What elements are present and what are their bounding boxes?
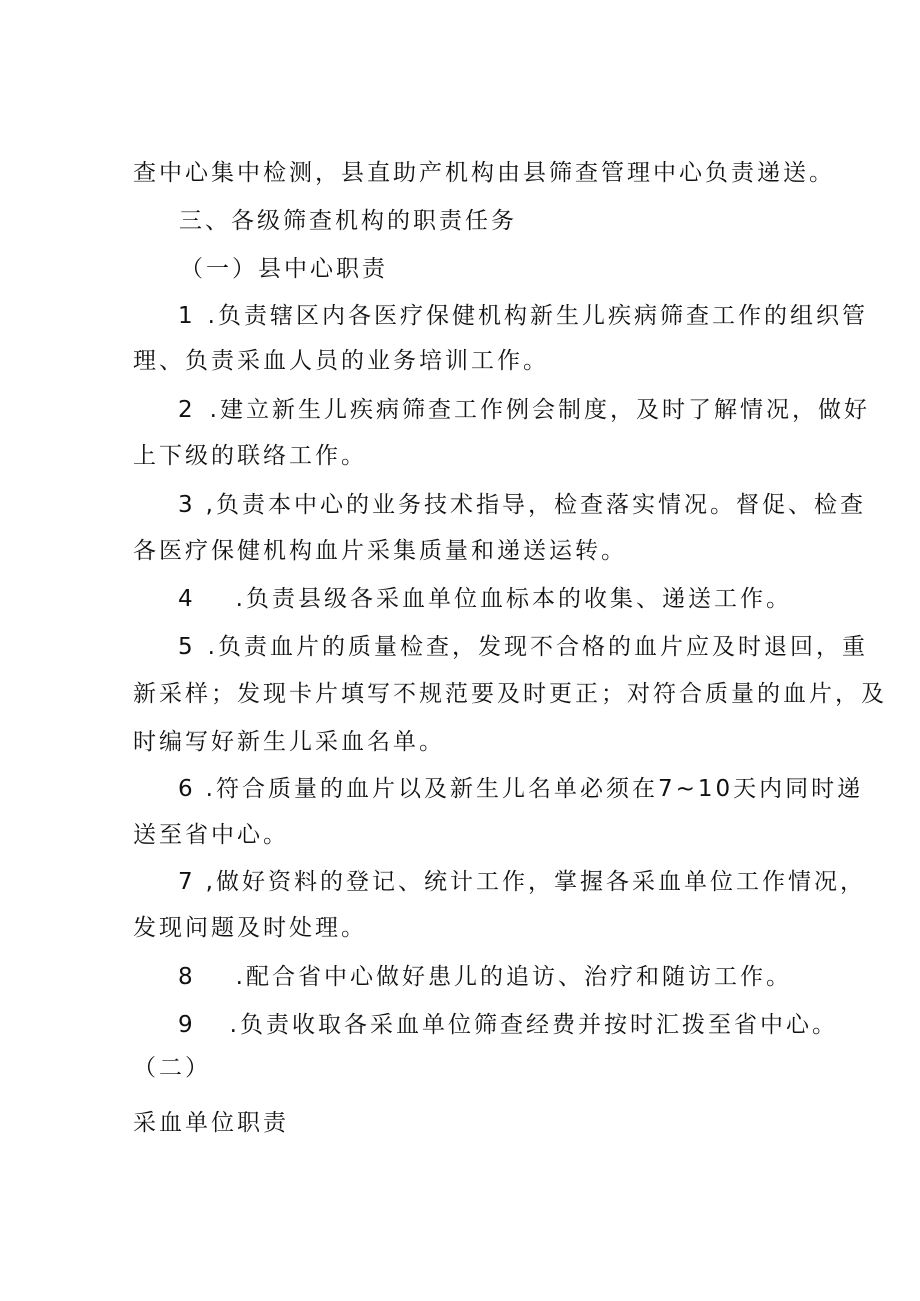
list-item-number: 2 — [178, 397, 196, 423]
list-item-2-line-1 — [178, 395, 870, 425]
list-item-number: 9 — [178, 1012, 196, 1038]
subsection-heading-2-title: 采血单位职责 — [133, 1110, 289, 1136]
list-item-text: .负责血片的质量检查，发现不合格的血片应及时退回，重 — [207, 634, 868, 660]
list-item-7-line-1 — [178, 867, 866, 897]
list-item-text: .符合质量的血片以及新生儿名单必须在7~10天内同时递 — [205, 776, 864, 802]
list-item-number: 4 — [178, 586, 196, 612]
list-item-text: .负责收取各采血单位筛查经费并按时汇拨至省中心。 — [229, 1012, 838, 1038]
list-item-number: 5 — [178, 634, 196, 660]
list-item-5-line-2: 新采样；发现卡片填写不规范要及时更正；对符合质量的血片，及 — [133, 681, 887, 707]
list-item-5-line-1 — [178, 632, 868, 662]
list-item-number: 8 — [178, 964, 196, 990]
list-item-text: ,做好资料的登记、统计工作，掌握各采血单位工作情况， — [205, 869, 866, 895]
list-item-5-line-3: 时编写好新生儿采血名单。 — [133, 729, 445, 755]
list-item-number: 7 — [178, 869, 196, 895]
subsection-heading-1: （一）县中心职责 — [180, 256, 388, 282]
list-item-6-line-2: 送至省中心。 — [133, 822, 289, 848]
list-item-6-line-1 — [178, 774, 863, 804]
intro-line: 查中心集中检测，县直助产机构由县筛查管理中心负责递送。 — [133, 160, 835, 186]
list-item-3-line-2: 各医疗保健机构血片采集质量和递送运转。 — [133, 538, 627, 564]
section-heading: 三、各级筛查机构的职责任务 — [179, 208, 517, 234]
list-item-1-line-1 — [178, 301, 868, 331]
list-item-number: 6 — [178, 776, 196, 802]
list-item-7-line-2: 发现问题及时处理。 — [133, 915, 367, 941]
subsection-heading-2: （二） — [133, 1055, 211, 1081]
list-item-text: .建立新生儿疾病筛查工作例会制度，及时了解情况，做好 — [209, 397, 870, 423]
list-item-number: 1 — [178, 303, 196, 329]
list-item-9-line-1 — [178, 1010, 838, 1040]
list-item-4-line-1 — [178, 584, 792, 614]
list-item-text: ,负责本中心的业务技术指导，检查落实情况。督促、检查 — [205, 492, 866, 518]
list-item-8-line-1 — [178, 962, 792, 992]
list-item-text: .配合省中心做好患儿的追访、治疗和随访工作。 — [235, 964, 792, 990]
list-item-number: 3 — [178, 492, 196, 518]
list-item-text: .负责县级各采血单位血标本的收集、递送工作。 — [235, 586, 792, 612]
list-item-text: .负责辖区内各医疗保健机构新生儿疾病筛查工作的组织管 — [207, 303, 868, 329]
list-item-3-line-1 — [178, 490, 866, 520]
list-item-1-line-2: 理、负责采血人员的业务培训工作。 — [133, 348, 549, 374]
list-item-2-line-2: 上下级的联络工作。 — [133, 443, 367, 469]
